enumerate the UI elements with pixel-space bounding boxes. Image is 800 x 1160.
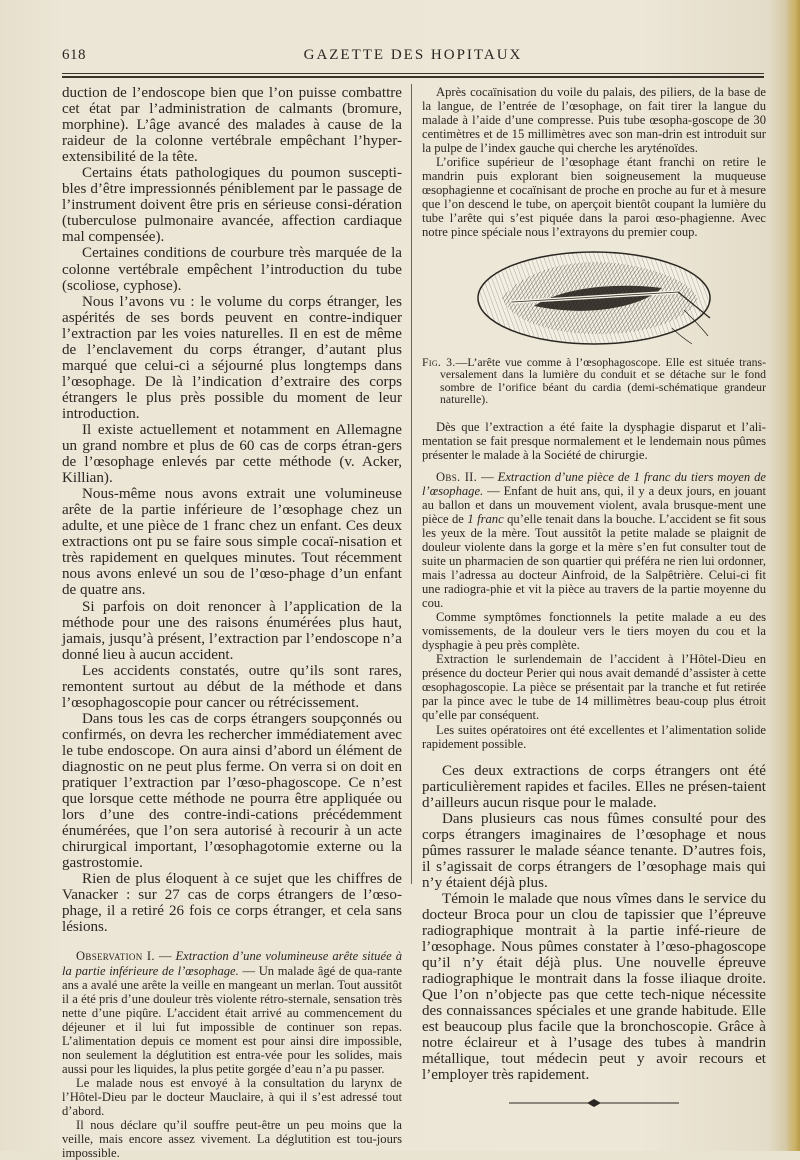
paragraph: Certaines conditions de courbure très marquée de la colonne vertébrale empêchent l’introduction du tube (scoliose, cyphose). <box>62 245 402 294</box>
paragraph: Dès que l’extraction a été faite la dysphagie disparut et l’ali-mentation se fait presque normalement et le lendemain nous pûmes présenter le malade à la Société de chirurgie. <box>422 419 766 462</box>
page-number: 618 <box>62 47 86 63</box>
figure-3-caption <box>422 356 766 406</box>
observation-2-label: Obs. II. <box>436 469 478 484</box>
paragraph: Si parfois on doit renoncer à l’application de la méthode pour une des raisons énumérées plus haut, jamais, jusqu’à présent, l’extraction par l’endoscope n’a donné lieu à aucun accident. <box>62 598 402 663</box>
observation-2-body: — Enfant de huit ans, qui, il y a deux jours, en jouant au ballon et dans un mouvement violent, avala brusque-ment une pièce de <box>422 483 766 526</box>
observation-1-continued: L’orifice supérieur de l’œsophage étant franchi on retire le mandrin puis explorant bien soigneusement la muqueuse œsophagienne et cocaïnisant de proche en proche au fur et à mesure que l’on descend le tube, on aperçoit bientôt coupant la lumière du tube l’arête qui s’est piquée dans la paroi œso-phagienne. Avec notre pince spéciale nous l’extrayons du premier coup. <box>422 155 766 240</box>
paragraph: Ces deux extractions de corps étrangers ont été particulièrement rapides et faciles. Elles ne présen-taient d’ailleurs aucun risque pour le malade. <box>422 762 766 811</box>
header-rule-thin <box>62 73 764 74</box>
figure-caption-text: —L’arête vue comme à l’œsophagoscope. Elle est située trans-versalement dans la lumière du conduit et se détache sur le fond sombre de l’orifice béant du cardia (demi-schématique grandeur naturelle). <box>440 354 766 407</box>
observation-2-body-end: qu’elle tenait dans la bouche. L’accident se fit sous les yeux de la mère. Tout aussitôt la petite malade se plaignit de douleur violente dans la gorge et la mère s’en fut consulter tout de suite un pharmacien de son quartier qui préféra ne rien lui ordonner, mais l’adressa au docteur Ainfroid, de la Salpêtrière. Celui-ci fit une radiogra-phie et vit la pièce au travers de la partie moyenne du cou. <box>422 511 767 611</box>
paragraph: Nous l’avons vu : le volume du corps étranger, les aspérités de ses bords peuvent en contre-indiquer l’extraction par les voies naturelles. Il en est de même de l’enclavement du corps étranger, d’autant plus marqué que celui-ci a séjourné plus longtemps dans l’œsophage. De là l’indication d’extraire des corps étrangers le plus près possible du moment de leur introduction. <box>62 293 402 422</box>
observation-2-paragraph: Obs. II. — Extraction d’une pièce de 1 franc du tiers moyen de l’œsophage. — Enfant de huit ans, qui, il y a deux jours, en jouant au ballon et dans un mouvement violent, avala brusque-ment une pièce de 1 franc qu’elle tenait dans la bouche. L’accident se fit sous les yeux de la mère. Tout aussitôt la petite malade se plaignit de douleur violente dans la gorge et la mère s’en fut consulter tout de suite un pharmacien de son quartier qui préféra ne rien lui ordonner, mais l’adressa au docteur Ainfroid, de la Salpêtrière. Celui-ci fit une radiogra-phie et vit la pièce au travers de la partie moyenne du cou. <box>422 469 767 611</box>
paragraph: Rien de plus éloquent à ce sujet que les chiffres de Vanacker : sur 27 cas de corps étrangers de l’œso-phage, il a retiré 26 fois ce corps étranger, et cela sans lésions. <box>62 871 402 936</box>
observation-2-paragraph: Extraction le surlendemain de l’accident à l’Hôtel-Dieu en présence du docteur Perier qui nous avait demandé d’assister à cette œsophagoscopie. La pièce se présentait par la tranche et fut retirée par la pince avec le tube de 14 millimètres beau-coup plus étroit qu’elle par conséquent. <box>422 652 766 723</box>
figure-label: Fig. 3. <box>422 354 456 369</box>
observation-1-paragraph: Il nous déclare qu’il souffre peut-être un peu moins que la veille, mais encore assez vivement. La déglutition est tou-jours impossible. <box>62 1118 402 1160</box>
paragraph: Dans tous les cas de corps étrangers soupçonnés ou confirmés, on devra les rechercher immédiatement avec le tube endoscope. On aura ainsi d’abord un élément de diagnostic on ne peut plus ferme. On verra si on doit en pratiquer l’extraction par l’œso-phagoscope. Ce n’est que lorsque cette méthode ne pourra être appliquée ou lors d’une des contre-indi-cations précédemment énumérées, que l’on sera autorisé à recourir à un acte chirurgical important, l’œsophagotomie externe ou la gastrostomie. <box>62 710 402 872</box>
column-divider <box>411 84 412 884</box>
paragraph: Il existe actuellement et notamment en Allemagne un grand nombre et plus de 60 cas de corps étran-gers de l’œsophage enlevés par cette méthode (v. Acker, Killian). <box>62 421 402 487</box>
observation-2-paragraph: Les suites opératoires ont été excellentes et l’alimentation solide rapidement possible. <box>422 722 766 751</box>
observation-2-paragraph: Comme symptômes fonctionnels la petite malade a eu des vomissements, de la douleur vers le tiers moyen du cou et la dysphagie à peu près complète. <box>422 610 766 653</box>
paragraph: Certains états pathologiques du poumon suscepti-bles d’être impressionnés péniblement par le passage de l’instrument doivent être pris en sérieuse consi-dération (tuberculose pulmonaire avancée, affection cardiaque mal compensée). <box>62 165 402 246</box>
header-rule-thick <box>62 76 764 78</box>
observation-2-body-italic: 1 franc <box>467 511 504 526</box>
end-ornament-rule <box>509 1094 679 1102</box>
esophagus-fishbone-drawing <box>472 248 716 348</box>
observation-1-paragraph: Observation I. — Extraction d’une volumineuse arête située à la partie inférieure de l’œsophage. — Un malade âgé de qua-rante ans a avalé une arête la veille en mangeant un merlan. Tout aussitôt il a été pris d’une douleur très violente rétro-sternale, sensation très nette d’une piqûre. L’accident était arrivé au commencement du déjeuner et il lui fut impossible de continuer son repas. L’alimentation depuis ce moment est pour ainsi dire impossible, non seulement la déglutition est entra-vée pour les solides, mais aussi pour les liquides, la plus petite gorgée d’eau n’a pu passer. <box>62 949 402 1076</box>
paragraph: Témoin le malade que nous vîmes dans le service du docteur Broca pour un clou de tapissier que l’épreuve radiographique montrait à la partie infé-rieure de l’œsophage. Nous pûmes constater à l’œso-phagoscope qu’il n’y était déjà plus. Une nouvelle épreuve radiographique le montrait dans la fosse iliaque droite. Que l’on n’objecte pas que cette tech-nique nécessite des connaissances spéciales et une grande habitude. Elle est beaucoup plus facile que la bronchoscopie. Grâce à notre éclaireur et à l’usage des tubes à mandrin métallique, tout médecin peut y avoir recours et l’employer très rapidement. <box>422 890 766 1084</box>
observation-1-paragraph: Le malade nous est envoyé à la consultation du larynx de l’Hôtel-Dieu par le docteur Mauclaire, à qui il s’est adressé tout d’abord. <box>62 1075 402 1118</box>
observation-1-body: — Un malade âgé de qua-rante ans a avalé une arête la veille en mangeant un merlan. Tout aussitôt il a été pris d’une douleur très violente rétro-sternale, sensation très nette d’une piqûre. L’accident était arrivé au commencement du déjeuner et il lui fut impossible de continuer son repas. L’alimentation depuis ce moment est pour ainsi dire impossible, non seulement la déglutition est entra-vée pour les solides, mais aussi pour les liquides, la plus petite gorgée d’eau n’a pu passer. <box>62 963 402 1076</box>
running-header <box>62 45 764 67</box>
page-edge-shadow <box>786 0 800 1151</box>
paragraph: duction de l’endoscope bien que l’on puisse combattre cet état par l’administration de calmants (bromure, morphine). L’âge avancé des malades à cause de la raideur de la colonne vertébrale empêchant l’hyper-extensibilité de la tête. <box>62 85 402 166</box>
paragraph: Les accidents constatés, outre qu’ils sont rares, remontent surtout au début de la méthode et dans l’œsophagoscopie pour cancer ou rétrécissement. <box>62 662 402 711</box>
journal-title: GAZETTE DES HOPITAUX <box>303 47 523 63</box>
observation-1-label: Observation I. <box>76 949 155 964</box>
paragraph: Nous-même nous avons extrait une volumineuse arête de la partie inférieure de l’œsophage chez un adulte, et une pièce de 1 franc chez un enfant. Ces deux extractions ont pu se faire sous simple cocaï-nisation et très rapidement en quelques minutes. Tout récemment nous avons enlevé un sou de l’œso-phage d’un enfant de quatre ans. <box>62 486 402 599</box>
observation-2-title: Extraction d’une pièce de 1 franc du tiers moyen de l’œsophage. <box>422 469 767 498</box>
figure-3-illustration <box>472 248 716 348</box>
observation-1-continued: Après cocaïnisation du voile du palais, des piliers, de la base de la langue, de l’entrée de l’œsophage, on fait tirer la langue du malade à l’aide d’une compresse. Puis tube œsopha-goscope de 30 centimètres et de 15 millimètres avec son man-drin est introduit sur la pulpe de l’index gauche qui cherche les aryténoïdes. <box>422 85 766 156</box>
left-column <box>62 85 402 1160</box>
paragraph: Dans plusieurs cas nous fûmes consulté pour des corps étrangers imaginaires de l’œsophage et nous pûmes rassurer le malade séance tenante. D’autres fois, il s’agissait de corps étrangers de l’œsophage mais qui n’y étaient déjà plus. <box>422 810 766 891</box>
observation-1-title: Extraction d’une volumineuse arête située à la partie inférieure de l’œsophage. <box>62 949 402 978</box>
right-column <box>422 85 766 1102</box>
